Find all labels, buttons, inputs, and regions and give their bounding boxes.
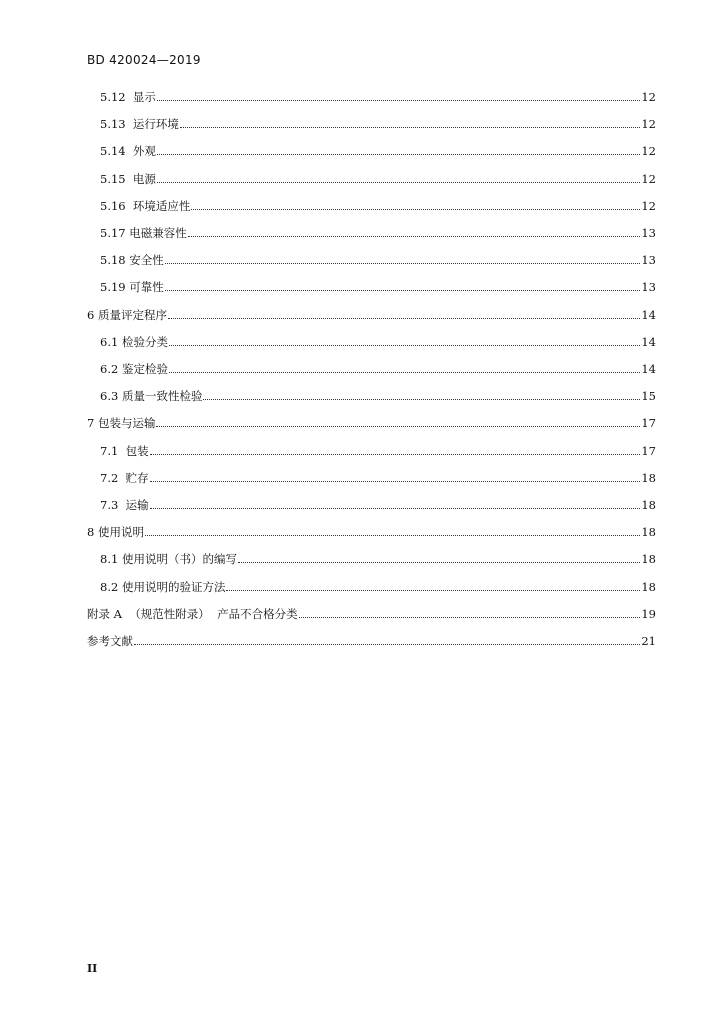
toc-entry-page-number: 17	[641, 416, 656, 431]
toc-entry[interactable]	[87, 601, 656, 621]
toc-entry[interactable]	[87, 628, 656, 648]
toc-entry-title: 7.2 贮存	[100, 470, 149, 485]
toc-entry-title: 8 使用说明	[87, 525, 144, 540]
toc-entry-title: 5.12 显示	[100, 90, 156, 104]
toc-entry-title: 8.1 使用说明（书）的编写	[100, 552, 237, 567]
toc-dot-leader	[165, 290, 641, 291]
toc-dot-leader	[134, 644, 640, 645]
toc-entry[interactable]	[100, 465, 656, 485]
toc-entry-page-number: 18	[641, 525, 656, 540]
page-number-footer: II	[87, 962, 98, 975]
toc-entry-title: 附录 A （规范性附录） 产品不合格分类	[87, 606, 298, 621]
toc-entry[interactable]	[100, 84, 656, 104]
toc-entry-page-number: 18	[641, 498, 656, 512]
toc-entry-title: 5.16 环境适应性	[100, 198, 191, 213]
toc-entry-page-number: 12	[641, 171, 656, 186]
toc-dot-leader	[226, 590, 640, 591]
toc-entry-page-number: 12	[641, 90, 656, 104]
toc-entry-page-number: 18	[641, 552, 656, 567]
toc-entry[interactable]	[100, 356, 656, 376]
toc-dot-leader	[157, 100, 640, 101]
toc-dot-leader	[157, 182, 640, 183]
toc-entry-title: 8.2 使用说明的验证方法	[100, 579, 226, 594]
toc-dot-leader	[188, 236, 641, 237]
toc-entry[interactable]	[100, 138, 656, 158]
toc-dot-leader	[169, 345, 640, 346]
toc-entry-title: 参考文献	[87, 634, 133, 648]
toc-dot-leader	[150, 454, 641, 455]
toc-dot-leader	[203, 399, 640, 400]
toc-entry[interactable]	[100, 492, 656, 512]
toc-entry[interactable]	[100, 166, 656, 186]
toc-entry[interactable]	[100, 438, 656, 458]
toc-entry-page-number: 18	[641, 579, 656, 594]
toc-entry-page-number: 18	[641, 470, 656, 485]
toc-dot-leader	[299, 617, 641, 618]
toc-dot-leader	[180, 127, 640, 128]
document-code-header: BD 420024—2019	[87, 53, 201, 67]
toc-entry[interactable]	[87, 410, 656, 430]
toc-entry-page-number: 13	[641, 280, 656, 295]
toc-dot-leader	[150, 508, 641, 509]
toc-entry[interactable]	[100, 111, 656, 131]
toc-entry[interactable]	[100, 329, 656, 349]
toc-dot-leader	[157, 154, 640, 155]
toc-entry-page-number: 19	[641, 606, 656, 621]
toc-entry[interactable]	[100, 546, 656, 566]
toc-dot-leader	[169, 372, 640, 373]
toc-entry-page-number: 12	[641, 198, 656, 213]
toc-entry[interactable]	[100, 383, 656, 403]
toc-entry-title: 5.19 可靠性	[100, 280, 164, 295]
toc-entry-page-number: 14	[641, 362, 656, 376]
toc-entry-page-number: 13	[641, 226, 656, 240]
toc-dot-leader	[168, 318, 640, 319]
toc-dot-leader	[156, 426, 640, 427]
toc-entry-page-number: 14	[641, 334, 656, 349]
toc-entry-title: 6.2 鉴定检验	[100, 362, 168, 376]
toc-dot-leader	[145, 535, 640, 536]
toc-entry[interactable]	[100, 274, 656, 294]
toc-entry-page-number: 15	[641, 389, 656, 404]
toc-entry-page-number: 21	[641, 634, 656, 648]
toc-entry-title: 6.1 检验分类	[100, 334, 168, 349]
toc-entry-title: 6.3 质量一致性检验	[100, 389, 203, 404]
toc-entry-page-number: 12	[641, 144, 656, 159]
toc-entry-title: 5.17 电磁兼容性	[100, 226, 187, 240]
toc-entry-title: 7.3 运输	[100, 498, 149, 512]
toc-entry-title: 6 质量评定程序	[87, 307, 167, 322]
toc-dot-leader	[165, 263, 641, 264]
toc-entry-title: 5.18 安全性	[100, 253, 164, 268]
toc-entry-title: 5.13 运行环境	[100, 117, 179, 132]
toc-entry-page-number: 12	[641, 117, 656, 132]
toc-entry-page-number: 17	[641, 443, 656, 458]
toc-entry-title: 7 包装与运输	[87, 416, 156, 431]
toc-entry[interactable]	[87, 302, 656, 322]
toc-entry-title: 5.14 外观	[100, 144, 156, 159]
toc-entry-page-number: 13	[641, 253, 656, 268]
toc-entry-page-number: 14	[641, 307, 656, 322]
toc-dot-leader	[238, 562, 640, 563]
toc-entry[interactable]	[100, 193, 656, 213]
toc-entry[interactable]	[87, 519, 656, 539]
toc-entry[interactable]	[100, 247, 656, 267]
toc-entry-title: 5.15 电源	[100, 171, 156, 186]
toc-entry-title: 7.1 包装	[100, 443, 149, 458]
toc-dot-leader	[150, 481, 641, 482]
toc-entry[interactable]	[100, 574, 656, 594]
toc-dot-leader	[191, 209, 640, 210]
toc-entry[interactable]	[100, 220, 656, 240]
